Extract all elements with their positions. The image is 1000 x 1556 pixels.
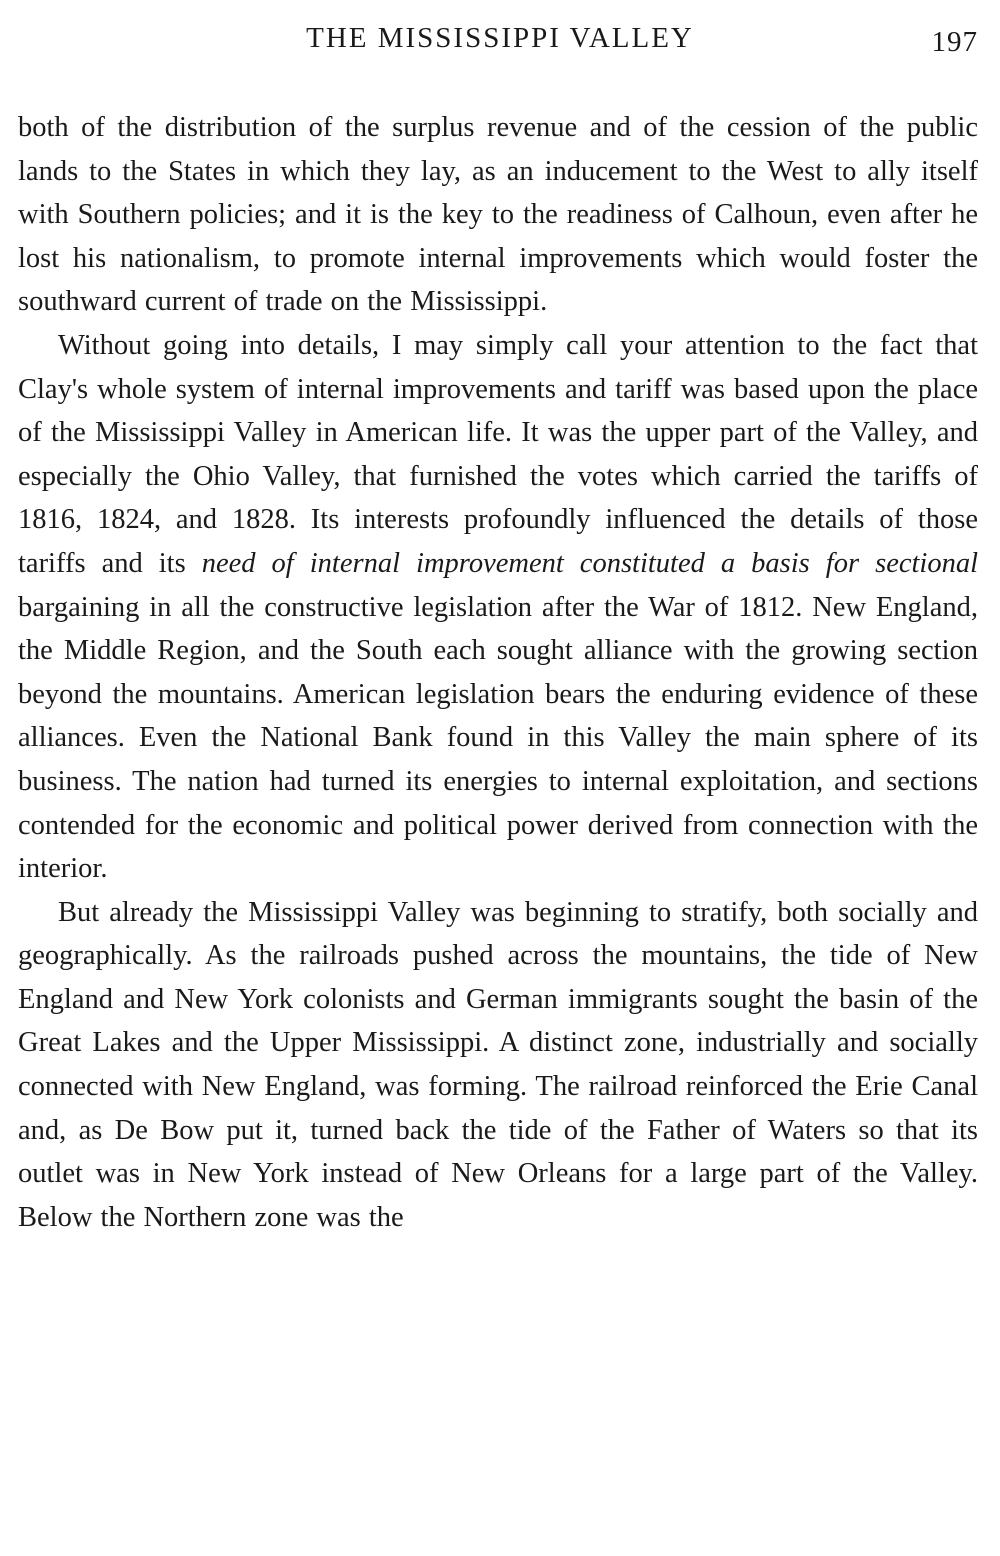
page-title: THE MISSISSIPPI VALLEY bbox=[306, 22, 694, 54]
paragraph-2 bbox=[18, 324, 978, 891]
paragraph-2-part-a: Without going into details, I may simply call your attention to the fact that Clay's whole system of internal improvements and tariff was based upon the place of the Mississippi Valley in American life. It was the upper part of the Valley, and especially the Ohio Valley, that furnished the votes which carried the tariffs of 1816, 1824, and 1828. Its interests profoundly influenced the details of those tariffs and its bbox=[18, 329, 978, 579]
paragraph-3: But already the Mississippi Valley was beginning to stratify, both socially and geographically. As the railroads pushed across the mountains, the tide of New England and New York colonists and German immigrants sought the basin of the Great Lakes and the Upper Mississippi. A distinct zone, industrially and socially connected with New England, was forming. The railroad reinforced the Erie Canal and, as De Bow put it, turned back the tide of the Father of Waters so that its outlet was in New York instead of New Orleans for a large part of the Valley. Below the Northern zone was the bbox=[18, 896, 978, 1233]
page-number: 197 bbox=[931, 26, 978, 58]
paragraph-2-part-b: bargaining in all the constructive legislation after the War of 1812. New England, the Middle Region, and the South each sought alliance with the growing section beyond the mountains. American legislation bears the enduring evidence of these alliances. Even the National Bank found in this Valley the main sphere of its business. The nation had turned its energies to internal exploitation, and sections contended for the economic and political power derived from connection with the interior. bbox=[18, 591, 978, 885]
running-head bbox=[0, 22, 1000, 68]
paragraph-2-emphasis: need of internal improvement constituted a basis for sectional bbox=[201, 547, 978, 579]
body-text bbox=[18, 106, 978, 1239]
document-page bbox=[0, 22, 1000, 1556]
paragraph-1: both of the distribution of the surplus revenue and of the cession of the public lands to the States in which they lay, as an inducement to the West to ally itself with Southern policies; and it is the key to the readiness of Calhoun, even after he lost his nationalism, to promote internal improvements which would foster the southward current of trade on the Mississippi. bbox=[18, 112, 978, 318]
